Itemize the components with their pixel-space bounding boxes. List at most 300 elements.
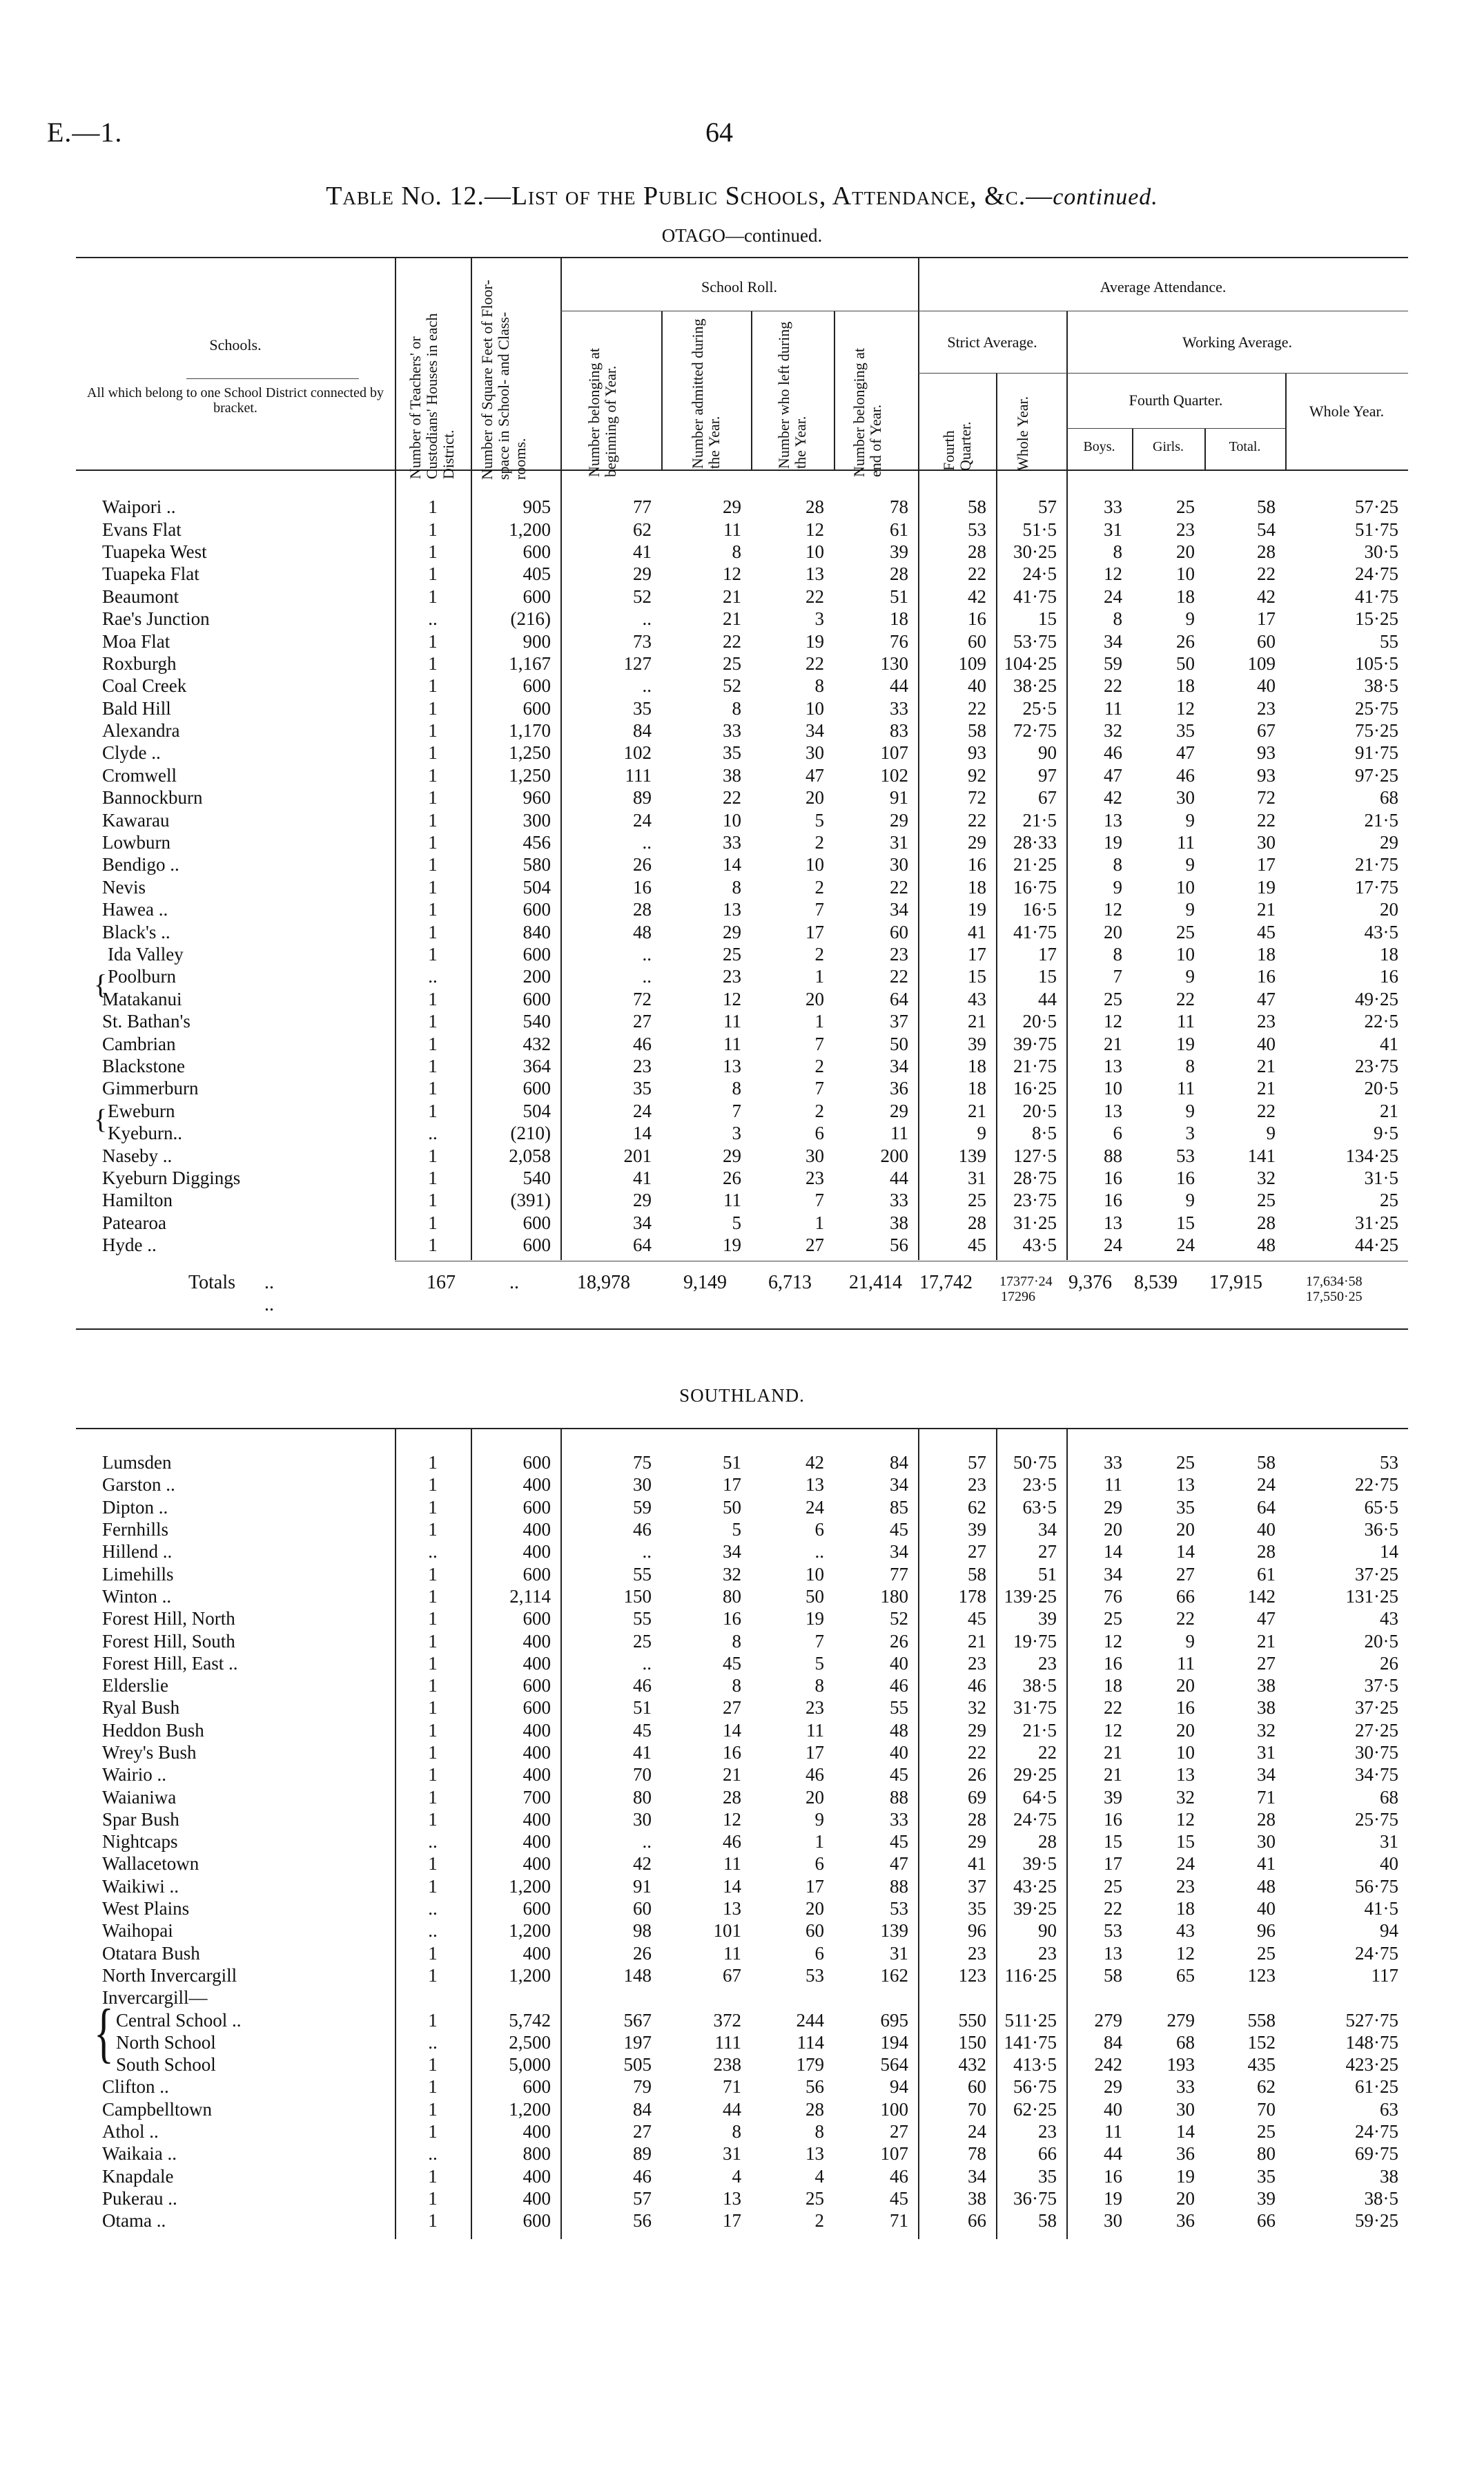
col-header-average-attendance: Average Attendance.: [1100, 278, 1227, 296]
value-cell: 97: [1038, 764, 1057, 786]
value-cell: 41: [968, 921, 986, 942]
value-cell: 178: [958, 1585, 986, 1607]
value-cell: 3: [1185, 1123, 1195, 1144]
totals-end: 21,414: [849, 1272, 902, 1293]
value-cell: 67: [1257, 720, 1276, 742]
value-cell: 96: [1257, 1920, 1276, 1942]
value-cell: 22·5: [1364, 1011, 1398, 1032]
value-cell: 41: [633, 541, 652, 562]
value-cell: 44: [1104, 2143, 1122, 2165]
table-row: [88, 1167, 1408, 1189]
value-cell: 8: [1113, 854, 1122, 875]
value-cell: 900: [523, 630, 551, 652]
value-cell: 800: [523, 2143, 551, 2165]
value-cell: 19: [1176, 2165, 1195, 2187]
value-cell: 97·25: [1355, 764, 1398, 786]
value-cell: 40: [1257, 1898, 1276, 1919]
value-cell: 30·5: [1364, 541, 1398, 562]
value-cell: 43·5: [1022, 1235, 1057, 1256]
value-cell: 58: [968, 496, 986, 518]
school-name: Bendigo ..: [102, 854, 179, 875]
teachers-cell: 1: [428, 764, 438, 786]
teachers-cell: 1: [428, 1742, 438, 1763]
value-cell: 96: [968, 1920, 986, 1942]
value-cell: 600: [523, 899, 551, 920]
value-cell: 59: [1104, 652, 1122, 674]
table-row: [88, 1077, 1408, 1099]
header-top-rule: [76, 257, 1408, 258]
value-cell: 400: [523, 1853, 551, 1875]
value-cell: 11: [723, 1853, 741, 1875]
value-cell: 29: [1104, 1496, 1122, 1518]
value-cell: 111: [714, 2031, 741, 2053]
value-cell: 16: [968, 854, 986, 875]
value-cell: 41·75: [1013, 586, 1057, 607]
value-cell: 72: [633, 988, 652, 1009]
value-cell: 29: [723, 921, 741, 942]
value-cell: 242: [1094, 2054, 1122, 2075]
value-cell: 22: [1104, 675, 1122, 697]
value-cell: 35: [1176, 1496, 1195, 1518]
table-row: [88, 652, 1408, 675]
value-cell: 22: [968, 809, 986, 831]
value-cell: 28·75: [1013, 1167, 1057, 1188]
value-cell: 44: [1038, 988, 1057, 1009]
region-title-southland: SOUTHLAND.: [679, 1385, 805, 1406]
value-cell: 31: [723, 2143, 741, 2165]
value-cell: 6: [814, 1519, 824, 1540]
value-cell: 16: [1104, 1808, 1122, 1830]
value-cell: 10: [1176, 563, 1195, 585]
value-cell: 197: [623, 2031, 652, 2053]
value-cell: 1,200: [509, 2098, 551, 2120]
value-cell: 25: [1257, 1942, 1276, 1964]
value-cell: 40: [1380, 1853, 1398, 1875]
value-cell: 39·75: [1013, 1033, 1057, 1054]
teachers-cell: 1: [428, 586, 438, 607]
header-divider: [1285, 373, 1287, 470]
value-cell: 600: [523, 1212, 551, 1233]
value-cell: 37·25: [1355, 1563, 1398, 1585]
value-cell: 364: [523, 1055, 551, 1076]
teachers-cell: 1: [428, 1235, 438, 1256]
value-cell: 600: [523, 2076, 551, 2098]
table-row: [88, 1451, 1408, 1473]
value-cell: 26: [890, 1630, 908, 1652]
value-cell: 45: [723, 1652, 741, 1674]
school-name: South School: [116, 2054, 216, 2075]
value-cell: 34: [890, 1474, 908, 1496]
value-cell: 13: [723, 1055, 741, 1076]
table-row: [88, 1830, 1408, 1852]
value-cell: 558: [1247, 2009, 1276, 2031]
value-cell: 30·75: [1355, 1742, 1398, 1763]
value-cell: 42: [1104, 787, 1122, 809]
value-cell: 1: [814, 1831, 824, 1852]
value-cell: 8: [732, 1078, 741, 1099]
teachers-cell: 1: [428, 944, 438, 965]
value-cell: 33: [723, 832, 741, 853]
teachers-cell: 1: [428, 988, 438, 1009]
school-name: Forest Hill, North: [102, 1608, 235, 1629]
school-name: Moa Flat: [102, 630, 170, 652]
value-cell: 80: [633, 1786, 652, 1808]
value-cell: 123: [1247, 1964, 1276, 1986]
value-cell: 200: [880, 1145, 908, 1166]
value-cell: 400: [523, 1519, 551, 1540]
table-row: [88, 1212, 1408, 1234]
value-cell: 85: [890, 1496, 908, 1518]
value-cell: 45: [890, 1764, 908, 1786]
teachers-cell: 1: [428, 2121, 438, 2142]
value-cell: 1: [814, 966, 824, 987]
teachers-cell: 1: [428, 1474, 438, 1496]
value-cell: 34: [806, 720, 824, 742]
value-cell: 43: [1176, 1920, 1195, 1942]
value-cell: 102: [880, 764, 908, 786]
value-cell: 27: [806, 1235, 824, 1256]
value-cell: 28: [1257, 541, 1276, 562]
value-cell: 139: [958, 1145, 986, 1166]
value-cell: ..: [642, 1541, 652, 1562]
value-cell: 65·5: [1364, 1496, 1398, 1518]
value-cell: 8·5: [1032, 1123, 1057, 1144]
value-cell: 279: [1166, 2009, 1195, 2031]
value-cell: 8: [732, 2121, 741, 2142]
value-cell: 16: [1104, 1190, 1122, 1211]
value-cell: 28: [1257, 1541, 1276, 1562]
value-cell: 91: [890, 787, 908, 809]
teachers-cell: 1: [428, 1853, 438, 1875]
value-cell: 29: [890, 809, 908, 831]
value-cell: 20: [1104, 1519, 1122, 1540]
value-cell: 33: [890, 1808, 908, 1830]
value-cell: 53: [968, 519, 986, 540]
value-cell: 34: [890, 1055, 908, 1076]
value-cell: 19: [1104, 832, 1122, 853]
school-name: Elderslie: [102, 1675, 168, 1696]
value-cell: 16·5: [1022, 899, 1057, 920]
table-row: [88, 1607, 1408, 1629]
value-cell: 35: [633, 1078, 652, 1099]
value-cell: 580: [523, 854, 551, 875]
value-cell: 34: [723, 1541, 741, 1562]
value-cell: 600: [523, 1898, 551, 1919]
col-header-strict-average: Strict Average.: [947, 333, 1037, 351]
value-cell: 51·5: [1022, 519, 1057, 540]
school-name: Matakanui: [102, 988, 182, 1009]
value-cell: 37: [890, 1011, 908, 1032]
table-row: [88, 1652, 1408, 1674]
value-cell: 93: [968, 742, 986, 764]
school-name: Blackstone: [102, 1055, 185, 1076]
value-cell: 22: [806, 586, 824, 607]
value-cell: 150: [958, 2031, 986, 2053]
value-cell: 51: [723, 1452, 741, 1473]
table-row: [88, 876, 1408, 898]
value-cell: 50: [806, 1585, 824, 1607]
header-subrule: [1066, 428, 1285, 429]
value-cell: 194: [880, 2031, 908, 2053]
value-cell: 23: [1257, 1011, 1276, 1032]
value-cell: 148: [623, 1964, 652, 1986]
value-cell: 43: [968, 988, 986, 1009]
value-cell: 20: [1176, 541, 1195, 562]
value-cell: 17: [723, 2210, 741, 2232]
value-cell: 23: [806, 1697, 824, 1719]
value-cell: 107: [880, 2143, 908, 2165]
value-cell: [834, 1986, 918, 2009]
teachers-cell: 1: [428, 2076, 438, 2098]
value-cell: [471, 1986, 560, 2009]
value-cell: 33: [890, 1190, 908, 1211]
school-name: North Invercargill: [102, 1964, 237, 1986]
teachers-cell: 1: [428, 2009, 438, 2031]
value-cell: 25·5: [1022, 697, 1057, 719]
table-row: [88, 2053, 1408, 2075]
value-cell: 17: [806, 1742, 824, 1763]
value-cell: 8: [814, 1675, 824, 1696]
value-cell: 41: [1380, 1033, 1398, 1054]
col-header-whole-year: Whole Year.: [1309, 403, 1385, 420]
value-cell: 17: [723, 1474, 741, 1496]
value-cell: 25: [1176, 1452, 1195, 1473]
totals-fourth-quarter: 17,742: [919, 1272, 973, 1293]
value-cell: 9: [1185, 1630, 1195, 1652]
value-cell: 180: [880, 1585, 908, 1607]
school-name: Kyeburn Diggings: [102, 1167, 241, 1188]
value-cell: 52: [723, 675, 741, 697]
bracket-ida-poolburn: {: [94, 969, 108, 1000]
value-cell: 200: [523, 966, 551, 987]
table-row: [88, 1055, 1408, 1077]
value-cell: 42: [1257, 586, 1276, 607]
value-cell: 23: [1257, 697, 1276, 719]
value-cell: 44: [723, 2098, 741, 2120]
value-cell: 30: [806, 1145, 824, 1166]
value-cell: 150: [623, 1585, 652, 1607]
value-cell: 23: [890, 944, 908, 965]
value-cell: 51: [633, 1697, 652, 1719]
col-header-admitted: Number admitted during the Year.: [689, 318, 723, 469]
value-cell: 14: [723, 854, 741, 875]
value-cell: 45: [968, 1608, 986, 1629]
value-cell: 66: [1257, 2210, 1276, 2232]
teachers-cell: 1: [428, 1563, 438, 1585]
table-row: [88, 898, 1408, 920]
value-cell: 31: [1380, 1831, 1398, 1852]
school-name: Bald Hill: [102, 697, 171, 719]
school-name: Waipori ..: [102, 496, 176, 518]
school-name: St. Bathan's: [102, 1011, 191, 1032]
school-name: Waikaia ..: [102, 2143, 177, 2165]
value-cell: 38·25: [1013, 675, 1057, 697]
school-name: Alexandra: [102, 720, 180, 742]
teachers-cell: 1: [428, 809, 438, 831]
value-cell: 55: [890, 1697, 908, 1719]
teachers-cell: ..: [428, 2143, 438, 2165]
value-cell: 20·5: [1364, 1630, 1398, 1652]
value-cell: 25: [806, 2187, 824, 2209]
value-cell: 24: [633, 1100, 652, 1121]
value-cell: 45: [890, 1831, 908, 1852]
value-cell: 5,742: [509, 2009, 551, 2031]
value-cell: 20: [806, 988, 824, 1009]
value-cell: 47: [806, 764, 824, 786]
value-cell: 16: [633, 876, 652, 898]
value-cell: 31·25: [1013, 1212, 1057, 1233]
value-cell: 21: [1104, 1742, 1122, 1763]
value-cell: 9: [977, 1123, 986, 1144]
value-cell: 24: [1176, 1235, 1195, 1256]
table-row: [88, 563, 1408, 585]
value-cell: 25: [1380, 1190, 1398, 1211]
teachers-cell: 1: [428, 1212, 438, 1233]
value-cell: 107: [880, 742, 908, 764]
value-cell: 540: [523, 1167, 551, 1188]
bracket-invercargill: {: [94, 1996, 114, 2069]
value-cell: 78: [968, 2143, 986, 2165]
school-name: Bannockburn: [102, 787, 203, 809]
value-cell: 35: [1257, 2165, 1276, 2187]
table-row: [88, 2209, 1408, 2232]
value-cell: 22: [723, 787, 741, 809]
totals-teachers: 167: [427, 1272, 456, 1293]
value-cell: 38: [1257, 1697, 1276, 1719]
teachers-cell: 1: [428, 1652, 438, 1674]
value-cell: 55: [1380, 630, 1398, 652]
school-name: Lowburn: [102, 832, 170, 853]
value-cell: 2: [814, 832, 824, 853]
value-cell: 60: [968, 630, 986, 652]
value-cell: 34: [633, 1212, 652, 1233]
value-cell: 38: [1257, 1675, 1276, 1696]
value-cell: 70: [1257, 2098, 1276, 2120]
value-cell: 94: [1380, 1920, 1398, 1942]
value-cell: 100: [880, 2098, 908, 2120]
value-cell: 26: [968, 1764, 986, 1786]
teachers-cell: 1: [428, 1585, 438, 1607]
value-cell: 25: [633, 1630, 652, 1652]
value-cell: 11: [1177, 1011, 1195, 1032]
value-cell: 22: [890, 966, 908, 987]
value-cell: 400: [523, 2121, 551, 2142]
header-divider: [996, 373, 997, 470]
value-cell: 36: [890, 1078, 908, 1099]
value-cell: 400: [523, 1630, 551, 1652]
value-cell: 24·75: [1355, 1942, 1398, 1964]
value-cell: 33: [1104, 1452, 1122, 1473]
value-cell: 14: [1176, 1541, 1195, 1562]
value-cell: 78: [890, 496, 908, 518]
school-name: Wallacetown: [102, 1853, 199, 1875]
value-cell: 21: [968, 1630, 986, 1652]
value-cell: 400: [523, 2165, 551, 2187]
value-cell: 20: [1104, 921, 1122, 942]
value-cell: 22: [806, 652, 824, 674]
table-row: [88, 630, 1408, 652]
value-cell: 9: [814, 1808, 824, 1830]
value-cell: 2,058: [509, 1145, 551, 1166]
table-row: [88, 1122, 1408, 1144]
value-cell: 435: [1247, 2054, 1276, 2075]
value-cell: 56: [890, 1235, 908, 1256]
table-row: [88, 1875, 1408, 1897]
value-cell: 30·25: [1013, 541, 1057, 562]
school-name: Roxburgh: [102, 652, 177, 674]
value-cell: 400: [523, 1764, 551, 1786]
value-cell: 31·25: [1355, 1212, 1398, 1233]
teachers-cell: 1: [428, 519, 438, 540]
value-cell: 42: [968, 586, 986, 607]
value-cell: ..: [642, 832, 652, 853]
value-cell: 400: [523, 2187, 551, 2209]
totals-left: 6,713: [768, 1272, 812, 1293]
school-name: Beaumont: [102, 586, 179, 607]
value-cell: 1,167: [509, 652, 551, 674]
header-divider: [395, 257, 396, 470]
value-cell: 13: [806, 1474, 824, 1496]
value-cell: 27: [1038, 1541, 1057, 1562]
value-cell: 45: [968, 1235, 986, 1256]
value-cell: 30: [1176, 2098, 1195, 2120]
value-cell: 59: [633, 1496, 652, 1518]
value-cell: 58: [968, 720, 986, 742]
value-cell: 31: [968, 1167, 986, 1188]
header-bottom-rule: [76, 470, 1408, 471]
value-cell: 24: [1257, 1474, 1276, 1496]
value-cell: 105·5: [1355, 652, 1398, 674]
value-cell: 32: [968, 1697, 986, 1719]
value-cell: 695: [880, 2009, 908, 2031]
value-cell: 109: [1247, 652, 1276, 674]
value-cell: 21·75: [1013, 1055, 1057, 1076]
value-cell: 20: [1176, 2187, 1195, 2209]
value-cell: 17: [968, 944, 986, 965]
value-cell: 37: [968, 1875, 986, 1897]
value-cell: 34: [1104, 1563, 1122, 1585]
value-cell: 21: [968, 1100, 986, 1121]
table-row: [88, 764, 1408, 786]
value-cell: [560, 1986, 661, 2009]
value-cell: 45: [890, 1519, 908, 1540]
value-cell: 43: [1380, 1608, 1398, 1629]
value-cell: 13: [1104, 1055, 1122, 1076]
value-cell: 13: [806, 563, 824, 585]
totals-admitted: 9,149: [683, 1272, 727, 1293]
value-cell: 50: [890, 1033, 908, 1054]
value-cell: 16: [968, 608, 986, 630]
value-cell: 38: [968, 2187, 986, 2209]
value-cell: 400: [523, 1742, 551, 1763]
table-row: [88, 496, 1408, 518]
value-cell: 64: [1257, 1496, 1276, 1518]
value-cell: 20·5: [1022, 1100, 1057, 1121]
value-cell: 40: [1257, 675, 1276, 697]
value-cell: 179: [796, 2054, 824, 2075]
teachers-cell: ..: [428, 1920, 438, 1942]
table-row: [88, 1808, 1408, 1830]
value-cell: 15: [1104, 1831, 1122, 1852]
school-name: Tuapeka West: [102, 541, 207, 562]
value-cell: 24: [968, 2121, 986, 2142]
value-cell: 400: [523, 1541, 551, 1562]
value-cell: 60: [633, 1898, 652, 1919]
value-cell: 600: [523, 1496, 551, 1518]
value-cell: 83: [890, 720, 908, 742]
value-cell: 10: [1104, 1078, 1122, 1099]
school-name: Campbelltown: [102, 2098, 212, 2120]
